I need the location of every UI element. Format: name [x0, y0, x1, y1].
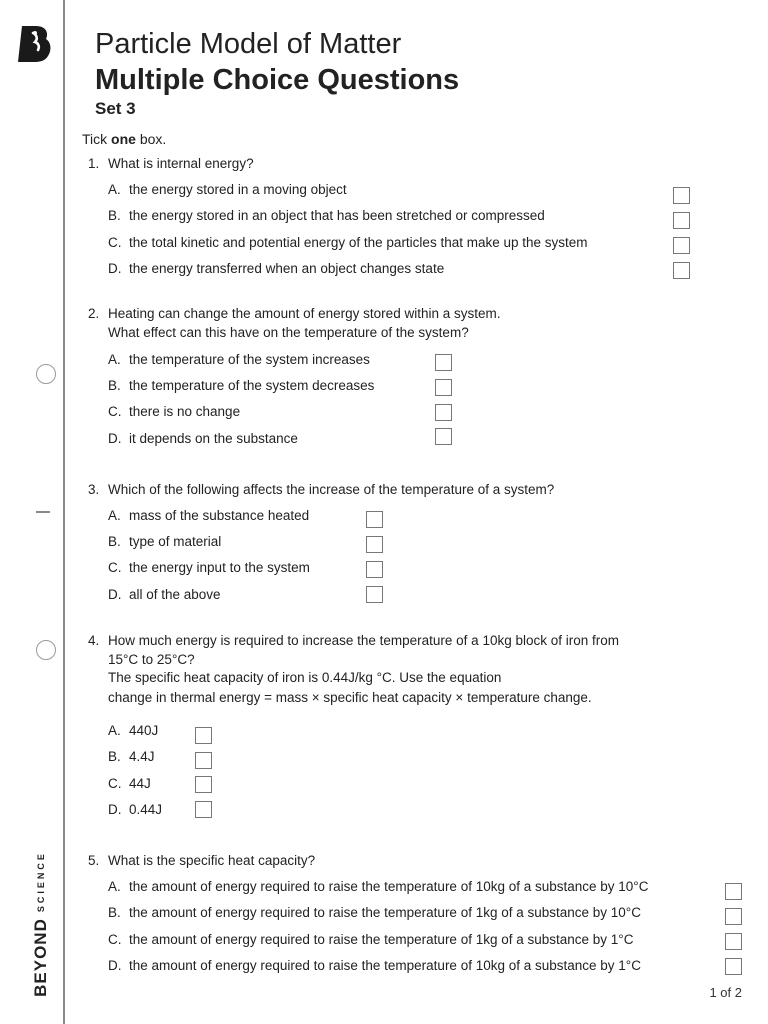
option-text: the energy input to the system — [129, 560, 310, 575]
option-letter: C. — [108, 404, 122, 419]
option-b — [108, 208, 545, 223]
question-number: 5. — [88, 853, 100, 868]
option-text: the temperature of the system decreases — [129, 378, 375, 393]
question-text — [88, 853, 315, 868]
option-text: it depends on the substance — [129, 431, 298, 446]
option-b-checkbox[interactable] — [366, 536, 383, 553]
option-c-checkbox[interactable] — [673, 237, 690, 254]
brand-word-science: SCIENCE — [36, 851, 46, 913]
option-b — [108, 378, 374, 393]
question-text — [88, 633, 619, 648]
option-b-checkbox[interactable] — [195, 752, 212, 769]
option-letter: B. — [108, 378, 121, 393]
option-text: the energy transferred when an object changes state — [129, 261, 445, 276]
option-letter: D. — [108, 802, 122, 817]
question-line: Heating can change the amount of energy stored within a system. — [108, 306, 501, 321]
beyond-logo-icon — [16, 24, 52, 64]
option-d — [108, 261, 444, 276]
brand-word-beyond: BEYOND — [31, 918, 50, 997]
option-text: the amount of energy required to raise the temperature of 10kg of a substance by 10°C — [129, 879, 649, 894]
option-a-checkbox[interactable] — [725, 883, 742, 900]
option-letter: B. — [108, 208, 121, 223]
punch-hole — [36, 364, 56, 384]
instruction-suffix: box. — [135, 131, 167, 147]
fold-mark — [36, 511, 50, 513]
option-text: mass of the substance heated — [129, 508, 310, 523]
option-d — [108, 802, 162, 817]
question-line: What is the specific heat capacity? — [108, 853, 316, 868]
option-letter: A. — [108, 182, 121, 197]
option-c — [108, 776, 151, 791]
option-a-checkbox[interactable] — [366, 511, 383, 528]
option-a — [108, 352, 370, 367]
option-c-checkbox[interactable] — [725, 933, 742, 950]
option-d — [108, 431, 298, 446]
option-b-checkbox[interactable] — [725, 908, 742, 925]
question-line: How much energy is required to increase the temperature of a 10kg block of iron from — [108, 633, 620, 648]
punch-hole — [36, 640, 56, 660]
option-text: the amount of energy required to raise the temperature of 10kg of a substance by 1°C — [129, 958, 641, 973]
option-letter: D. — [108, 431, 122, 446]
option-letter: D. — [108, 261, 122, 276]
question-number: 3. — [88, 482, 100, 497]
option-text: 440J — [129, 723, 159, 738]
option-text: all of the above — [129, 587, 221, 602]
question-text-continued: The specific heat capacity of iron is 0.44J/kg °C. Use the equation — [108, 670, 502, 685]
question-equation: change in thermal energy = mass × specific heat capacity × temperature change. — [108, 690, 592, 705]
option-letter: A. — [108, 723, 121, 738]
question-number: 1. — [88, 156, 100, 171]
margin-line — [63, 0, 65, 1024]
question-line: Which of the following affects the increase of the temperature of a system? — [108, 482, 555, 497]
question-number: 2. — [88, 306, 100, 321]
option-letter: D. — [108, 958, 122, 973]
page-title: Particle Model of Matter — [95, 28, 402, 60]
option-letter: A. — [108, 508, 121, 523]
question-text — [88, 156, 254, 171]
option-letter: A. — [108, 352, 121, 367]
option-text: the energy stored in a moving object — [129, 182, 347, 197]
option-b-checkbox[interactable] — [435, 379, 452, 396]
option-b — [108, 905, 641, 920]
option-letter: C. — [108, 560, 122, 575]
option-c-checkbox[interactable] — [195, 776, 212, 793]
option-a-checkbox[interactable] — [195, 727, 212, 744]
option-d-checkbox[interactable] — [366, 586, 383, 603]
option-a-checkbox[interactable] — [435, 354, 452, 371]
instruction — [82, 131, 166, 147]
option-text: 4.4J — [129, 749, 155, 764]
option-letter: C. — [108, 776, 122, 791]
option-d — [108, 958, 641, 973]
option-letter: B. — [108, 749, 121, 764]
option-c — [108, 560, 310, 575]
option-d — [108, 587, 221, 602]
option-letter: C. — [108, 235, 122, 250]
option-letter: B. — [108, 534, 121, 549]
instruction-emphasis: one — [111, 131, 136, 147]
option-a — [108, 723, 158, 738]
page-number: 1 of 2 — [709, 985, 742, 1000]
option-b — [108, 534, 221, 549]
option-d-checkbox[interactable] — [195, 801, 212, 818]
option-text: the total kinetic and potential energy of the particles that make up the system — [129, 235, 588, 250]
option-text: the temperature of the system increases — [129, 352, 370, 367]
option-text: 0.44J — [129, 802, 163, 817]
option-letter: C. — [108, 932, 122, 947]
question-line: What is internal energy? — [108, 156, 254, 171]
option-d-checkbox[interactable] — [435, 428, 452, 445]
option-c — [108, 404, 240, 419]
option-a-checkbox[interactable] — [673, 187, 690, 204]
option-letter: B. — [108, 905, 121, 920]
option-text: the amount of energy required to raise the temperature of 1kg of a substance by 1°C — [129, 932, 634, 947]
option-text: the amount of energy required to raise the temperature of 1kg of a substance by 10°C — [129, 905, 641, 920]
option-c — [108, 932, 633, 947]
option-a — [108, 879, 648, 894]
page-subtitle: Multiple Choice Questions — [95, 64, 460, 96]
option-letter: A. — [108, 879, 121, 894]
option-a — [108, 508, 309, 523]
option-c-checkbox[interactable] — [435, 404, 452, 421]
option-b-checkbox[interactable] — [673, 212, 690, 229]
set-label: Set 3 — [95, 99, 136, 118]
option-d-checkbox[interactable] — [725, 958, 742, 975]
option-text: there is no change — [129, 404, 241, 419]
option-d-checkbox[interactable] — [673, 262, 690, 279]
question-text — [88, 306, 500, 321]
option-text: type of material — [129, 534, 222, 549]
option-text: 44J — [129, 776, 151, 791]
option-letter: D. — [108, 587, 122, 602]
option-a — [108, 182, 347, 197]
question-text-continued: What effect can this have on the temperature of the system? — [108, 325, 469, 340]
option-c-checkbox[interactable] — [366, 561, 383, 578]
question-number: 4. — [88, 633, 100, 648]
question-text-continued: 15°C to 25°C? — [108, 652, 195, 667]
brand-wordmark — [29, 849, 53, 999]
option-c — [108, 235, 588, 250]
instruction-prefix: Tick — [82, 131, 112, 147]
question-text — [88, 482, 554, 497]
option-text: the energy stored in an object that has been stretched or compressed — [129, 208, 545, 223]
option-b — [108, 749, 155, 764]
